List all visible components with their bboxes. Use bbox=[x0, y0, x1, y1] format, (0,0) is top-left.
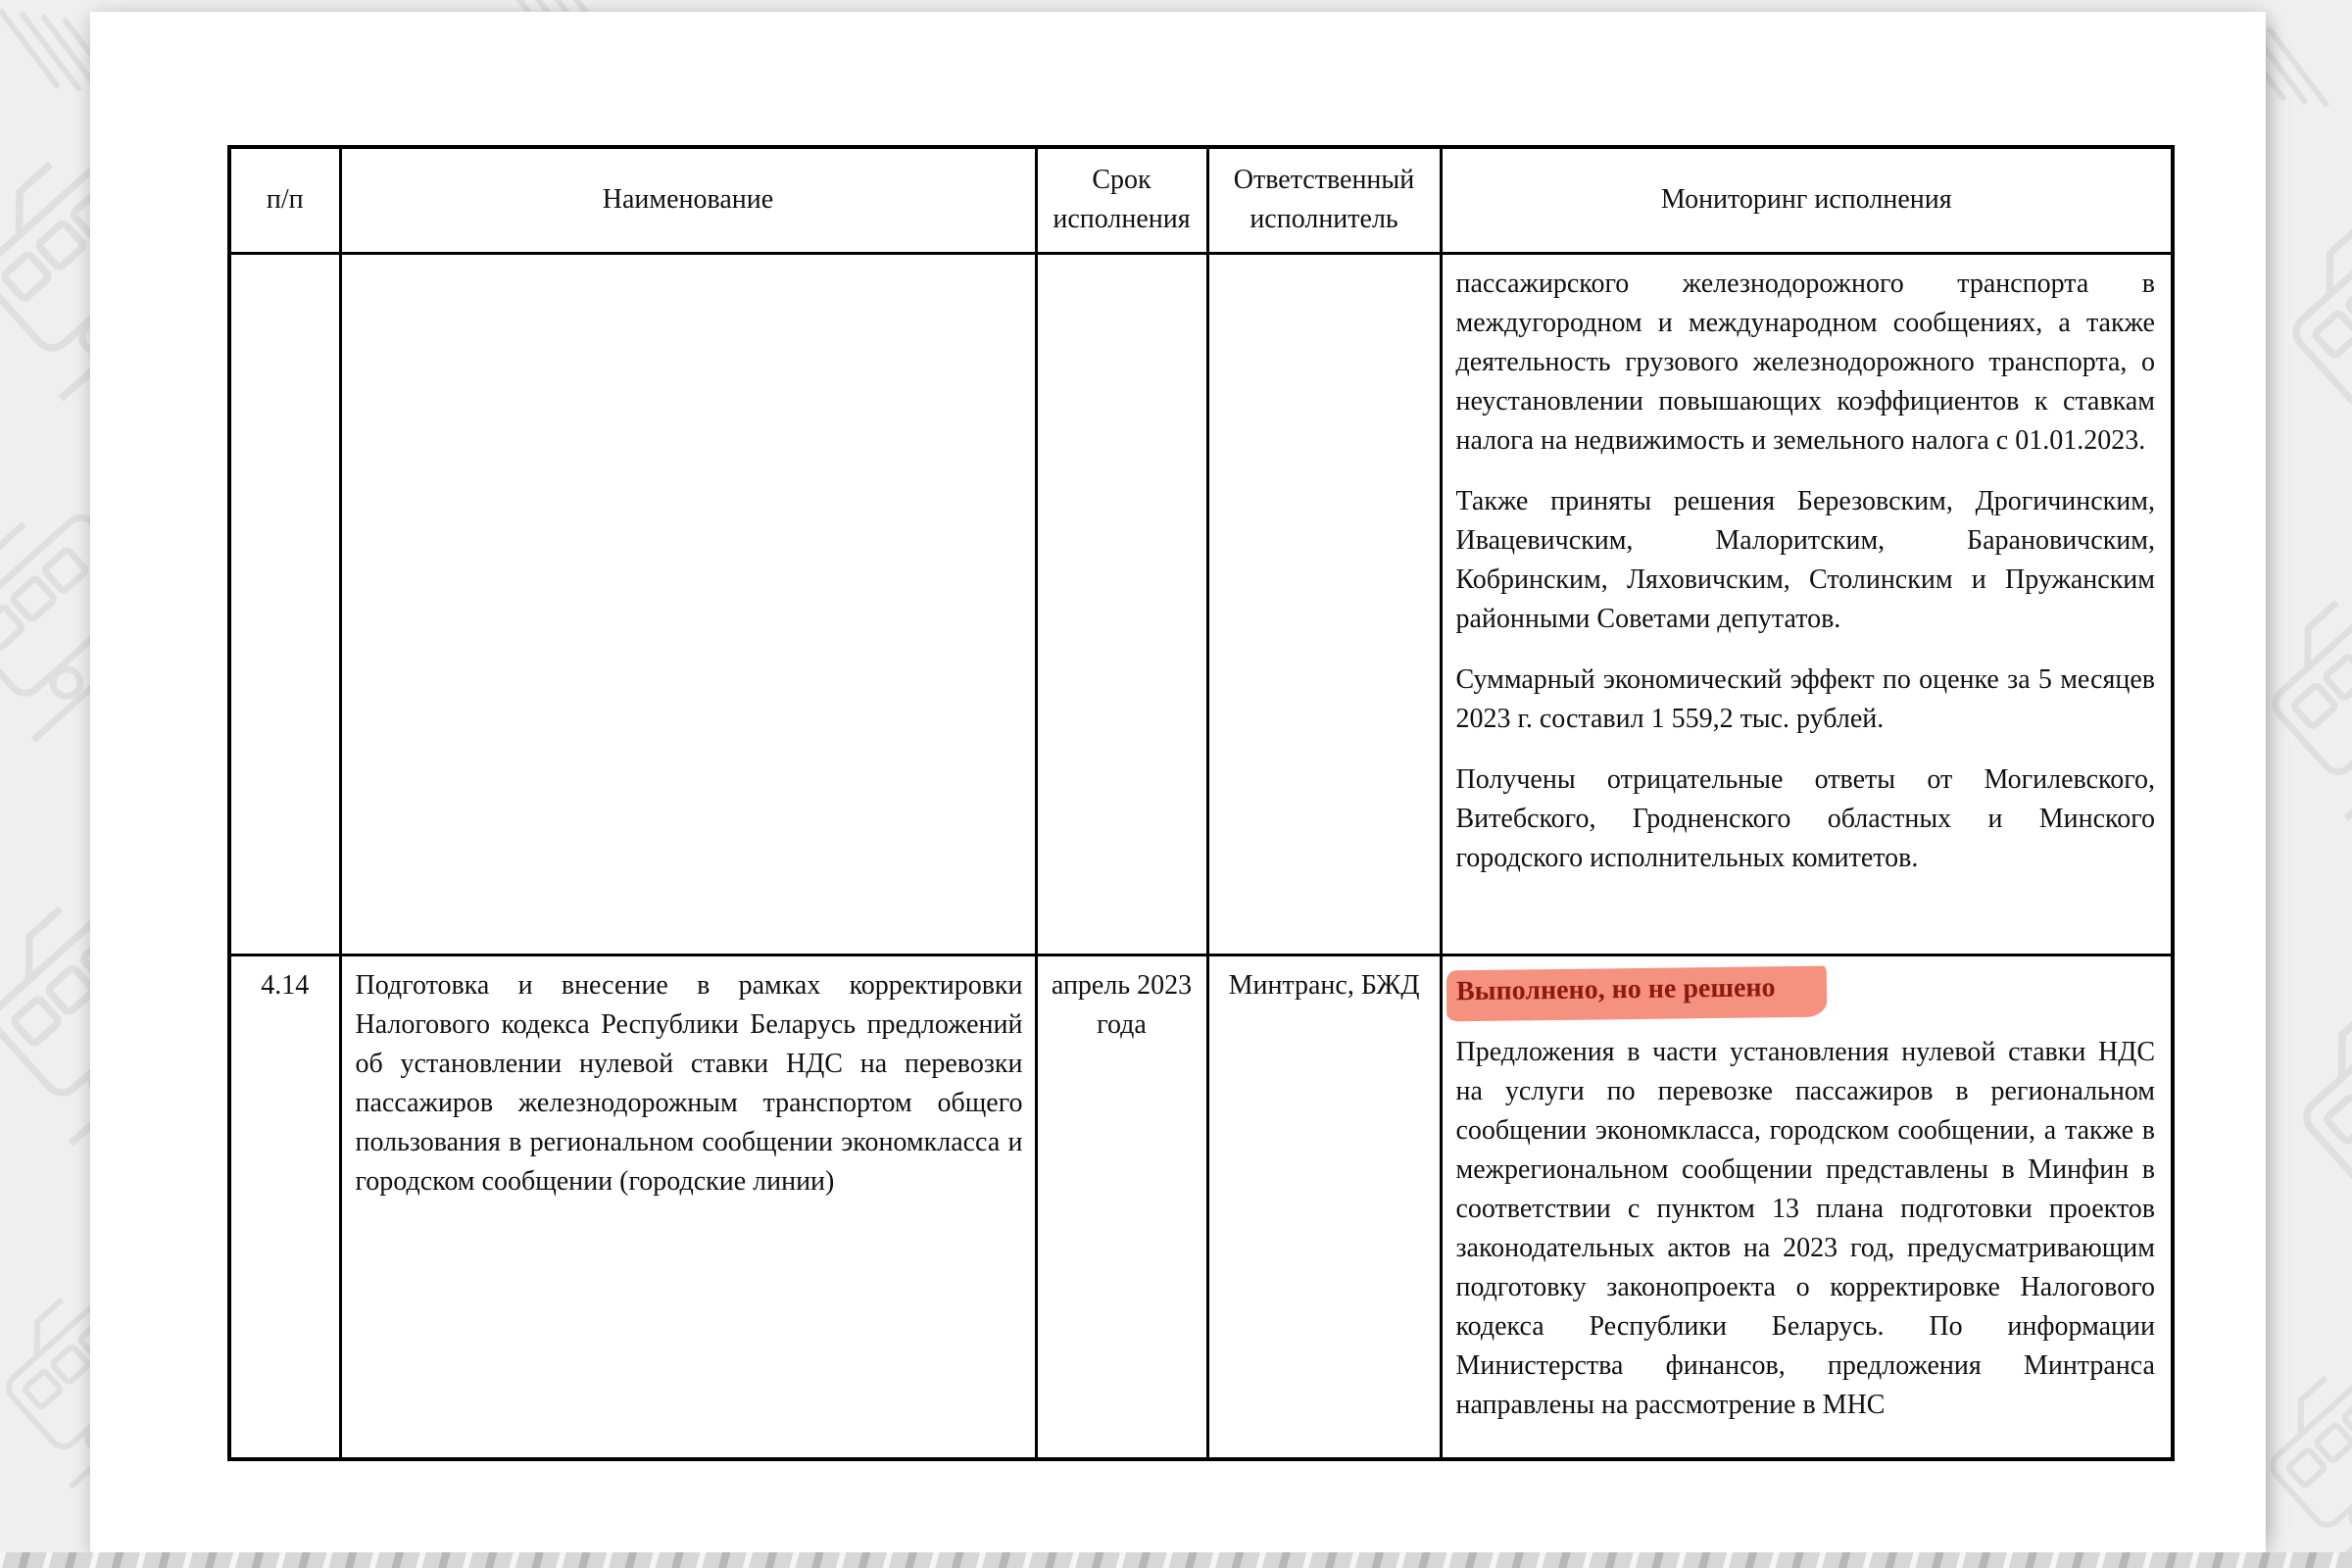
monitoring-paragraph: Суммарный экономический эффект по оценке за 5 месяцев 2023 г. составил 1 559,2 тыс. рублей. bbox=[1455, 663, 2155, 734]
cell-name bbox=[340, 253, 1036, 955]
cell-term bbox=[1036, 253, 1207, 955]
cell-term: апрель 2023 года bbox=[1036, 955, 1207, 1459]
header-num: п/п bbox=[229, 147, 340, 253]
cell-executor: Минтранс, БЖД bbox=[1207, 955, 1441, 1459]
cell-monitoring bbox=[1441, 253, 2173, 955]
cell-executor bbox=[1207, 253, 1441, 955]
monitoring-table bbox=[227, 145, 2175, 1461]
table-row bbox=[229, 955, 2173, 1459]
document-page bbox=[90, 12, 2266, 1552]
header-term: Срок исполнения bbox=[1036, 147, 1207, 253]
header-monitoring: Мониторинг исполнения bbox=[1441, 147, 2173, 253]
monitoring-paragraph: Предложения в части установления нулевой ставки НДС на услуги по перевозке пассажиров в региональном сообщении экономкласса, городском сообщении, а также в межрегиональном сообщении представлены в Минфин в соответствии с пунктом 13 плана подготовки проектов законодательных актов на 2023 год, предусматривающим подготовку законопроекта о корректировке Налогового кодекса Республики Беларусь. По информации Министерства финансов, предложения Минтранса направлены на рассмотрение в МНС bbox=[1455, 1036, 2155, 1420]
status-badge: Выполнено, но не решено bbox=[1446, 965, 1826, 1021]
header-executor: Ответственный исполнитель bbox=[1207, 147, 1441, 253]
cell-num: 4.14 bbox=[229, 955, 340, 1459]
cell-name: Подготовка и внесение в рамках корректировки Налогового кодекса Республики Беларусь предложений об установлении нулевой ставки НДС на перевозки пассажиров железнодорожным транспортом общего пользования в региональном сообщении экономкласса и городском сообщении (городские линии) bbox=[340, 955, 1036, 1459]
cell-num bbox=[229, 253, 340, 955]
table-row bbox=[229, 253, 2173, 955]
bottom-pattern-strip bbox=[0, 1552, 2352, 1568]
table-header-row bbox=[229, 147, 2173, 253]
monitoring-paragraph: пассажирского железнодорожного транспорта в междугородном и международном сообщениях, а также деятельность грузового железнодорожного транспорта, о неустановлении повышающих коэффициентов к ставкам налога на недвижимость и земельного налога с 01.01.2023. bbox=[1455, 268, 2155, 456]
header-name: Наименование bbox=[340, 147, 1036, 253]
cell-monitoring bbox=[1441, 955, 2173, 1459]
monitoring-paragraph: Получены отрицательные ответы от Могилевского, Витебского, Гродненского областных и Минского городского исполнительных комитетов. bbox=[1455, 763, 2155, 873]
monitoring-paragraph: Также приняты решения Березовским, Дрогичинским, Ивацевичским, Малоритским, Барановичским, Кобринским, Ляховичским, Столинским и Пружанским районными Советами депутатов. bbox=[1455, 485, 2155, 634]
